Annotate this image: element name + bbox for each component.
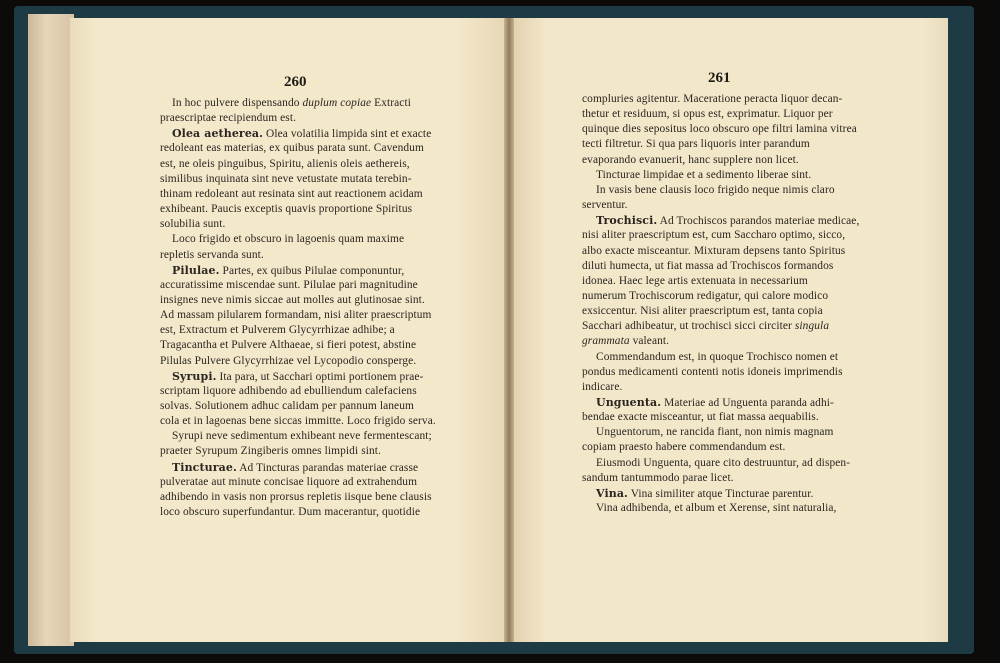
text-run: Tragacantha et Pulvere Althaeae, si fieri potest, abstine <box>160 339 417 352</box>
text-run: praescriptae recipiendum est. <box>160 112 297 125</box>
italic-text: grammata <box>582 335 630 348</box>
text-run: est, Extractum et Pulverem Glycyrrhizae adhibe; a <box>160 324 395 337</box>
text-line <box>596 214 859 227</box>
text-run: loco obscuro superfundantur. Dum macerantur, quotidie <box>160 506 421 519</box>
text-run: diluti humecta, ut fiat massa ad Trochiscos formandos <box>582 259 834 272</box>
text-line <box>582 93 842 105</box>
text-run: cola et in lagoenas bene siccas immitte. Loco frigido serva. <box>160 415 436 428</box>
text-line <box>582 138 810 150</box>
text-line <box>172 461 418 474</box>
text-line <box>582 199 628 211</box>
text-run: compluries agitentur. Maceratione peracta liquor decan- <box>582 93 843 105</box>
text-run: Ita para, ut Sacchari optimi portionem prae- <box>216 370 424 383</box>
text-run: Loco frigido et obscuro in lagoenis quam maxime <box>172 233 405 246</box>
text-run: Ad massam pilularem formandam, nisi aliter praescriptum <box>160 309 432 322</box>
text-line <box>160 339 416 351</box>
italic-text: singula <box>794 320 830 333</box>
section-heading: Vina. <box>596 486 628 500</box>
text-line <box>160 218 225 230</box>
text-line <box>582 381 622 393</box>
text-run: In vasis bene clausis loco frigido neque nimis claro <box>596 183 835 196</box>
text-run: repletis servanda sunt. <box>160 248 264 261</box>
text-run: Partes, ex quibus Pilulae componuntur, <box>219 264 405 277</box>
text-line <box>160 491 432 503</box>
text-run: Eiusmodi Unguenta, quare cito destruuntur, ad dispen- <box>596 456 851 469</box>
text-line <box>582 290 828 302</box>
text-run: indicare. <box>582 380 623 393</box>
text-run: numerum Trochiscorum redigatur, qui calore modico <box>582 289 829 302</box>
text-run: Pilulas Pulvere Glycyrrhizae vel Lycopodio consperge. <box>160 354 417 367</box>
text-run: accuratissime miscendae sunt. Pilulae pari magnitudine <box>160 278 418 291</box>
text-line <box>172 97 411 109</box>
text-line <box>160 355 416 367</box>
text-run: Sacchari adhibeatur, ut trochisci sicci circiter <box>582 320 795 333</box>
text-run: bendae exacte misceantur, ut fiat massa aequabilis. <box>582 411 819 424</box>
text-line <box>582 245 845 257</box>
text-run: praeter Syrupum Zingiberis omnes limpidi sint. <box>160 445 381 458</box>
text-line <box>160 158 410 170</box>
text-run: tecti filtretur. Si qua pars liquoris inter parandum <box>582 138 810 151</box>
text-line <box>596 426 834 438</box>
section-heading: Tincturae. <box>172 460 237 474</box>
text-line <box>596 169 811 181</box>
text-line <box>582 335 669 347</box>
text-run: pulveratae aut minute concisae liquore ad extrahendum <box>160 475 418 488</box>
text-run: thinam redoleant aut resinata sint aut reactionem acidam <box>160 187 423 200</box>
text-run: pondus medicamenti contenti notis idoneis imprimendis <box>582 365 843 378</box>
text-line <box>596 351 838 363</box>
text-run: Extracti <box>371 97 411 109</box>
book-gutter <box>504 18 514 642</box>
text-line <box>160 309 432 321</box>
text-run: insignes neve nimis siccae aut molles aut glutinosae sint. <box>160 293 425 306</box>
left-page-number: 260 <box>284 74 307 90</box>
text-line <box>160 506 420 518</box>
text-line <box>160 294 425 306</box>
text-line <box>596 487 813 500</box>
text-run: Commendandum est, in quoque Trochisco nomen et <box>596 350 839 363</box>
text-run: Unguentorum, ne rancida fiant, non nimis magnam <box>596 426 834 439</box>
text-line <box>160 445 381 457</box>
text-run: sandum tantummodo parae licet. <box>582 471 734 484</box>
text-line <box>172 127 431 140</box>
text-line <box>160 279 418 291</box>
text-line <box>160 188 423 200</box>
text-line <box>160 400 414 412</box>
text-line <box>160 249 264 261</box>
text-run: idonea. Haec lege artis extenuata in necessarium <box>582 274 808 287</box>
text-run: adhibendo in vasis non prorsus repletis iisque bene clausis <box>160 490 432 503</box>
text-line <box>582 366 843 378</box>
text-run: est, ne oleis pinguibus, Spiritu, alienis oleis aethereis, <box>160 157 410 170</box>
text-line <box>160 385 417 397</box>
text-run: Vina adhibenda, et album et Xerense, sint naturalia, <box>596 502 837 515</box>
text-run: exsiccentur. Nisi aliter praescriptum est, tanta copia <box>582 305 823 318</box>
text-line <box>160 142 424 154</box>
section-heading: Unguenta. <box>596 396 662 409</box>
text-run: nisi aliter praescriptum est, cum Saccharo optimo, sicco, <box>582 229 846 242</box>
section-heading: Pilulae. <box>172 263 220 277</box>
text-run: Vina similiter atque Tincturae parentur. <box>627 487 814 500</box>
text-run: Ad Tincturas parandas materiae crasse <box>236 461 419 474</box>
text-line <box>596 396 834 409</box>
text-run: serventur. <box>582 199 628 212</box>
text-run: exhibeant. Paucis exceptis quavis proportione Spiritus <box>160 203 413 216</box>
text-line <box>582 441 785 453</box>
page-edges <box>28 14 74 646</box>
text-line <box>582 260 833 272</box>
section-heading: Olea aetherea. <box>172 127 264 141</box>
text-run: valeant. <box>629 335 670 348</box>
text-run: In hoc pulvere dispensando <box>172 97 303 109</box>
text-line <box>582 229 845 241</box>
text-run: solubilia sunt. <box>160 218 226 231</box>
text-line <box>160 203 412 215</box>
text-run: Olea volatilia limpida sint et exacte <box>263 128 432 141</box>
text-line <box>582 411 819 423</box>
text-run: Ad Trochiscos parandos materiae medicae, <box>657 215 860 228</box>
text-run: evaporando evanuerit, hanc supplere non licet. <box>582 153 799 166</box>
text-line <box>582 472 734 484</box>
text-run: albo exacte misceantur. Mixturam depsens tanto Spiritus <box>582 244 846 257</box>
text-run: Materiae ad Unguenta paranda adhi- <box>661 397 834 409</box>
text-run: thetur et residuum, si opus est, exprimatur. Liquor per <box>582 108 833 121</box>
right-page-number: 261 <box>708 70 731 86</box>
text-run: redoleant eas materias, ex quibus parata sunt. Cavendum <box>160 142 424 155</box>
text-line <box>172 370 423 383</box>
text-line <box>582 108 833 120</box>
text-line <box>582 154 799 166</box>
text-run: similibus inquinata sint neve vetustate mutata terebin- <box>160 172 412 185</box>
text-run: Tincturae limpidae et a sedimento liberae sint. <box>596 168 812 181</box>
text-line <box>160 324 395 336</box>
text-line <box>582 275 808 287</box>
text-run: Syrupi neve sedimentum exhibeant neve fermentescant; <box>172 430 432 443</box>
text-line <box>160 112 296 124</box>
text-line <box>160 415 436 427</box>
text-line <box>596 502 836 514</box>
italic-text: duplum copiae <box>302 97 372 109</box>
text-line <box>582 305 823 317</box>
text-line <box>160 476 417 488</box>
text-run: solvas. Solutionem adhuc calidam per pannum laneum <box>160 400 414 412</box>
text-line <box>582 123 857 135</box>
text-run: scriptam liquore adhibendo ad ebulliendum calefaciens <box>160 384 417 397</box>
text-line <box>172 233 404 245</box>
section-heading: Trochisci. <box>596 214 658 228</box>
text-line <box>172 264 404 277</box>
text-line <box>172 430 432 442</box>
text-line <box>596 184 835 196</box>
text-line <box>160 173 412 185</box>
text-run: copiam praesto habere commendandum est. <box>582 441 786 454</box>
text-run: quinque dies sepositus loco obscuro ope filtri lamina vitrea <box>582 123 857 136</box>
section-heading: Syrupi. <box>172 369 217 383</box>
text-line <box>582 320 829 332</box>
text-line <box>596 457 850 469</box>
